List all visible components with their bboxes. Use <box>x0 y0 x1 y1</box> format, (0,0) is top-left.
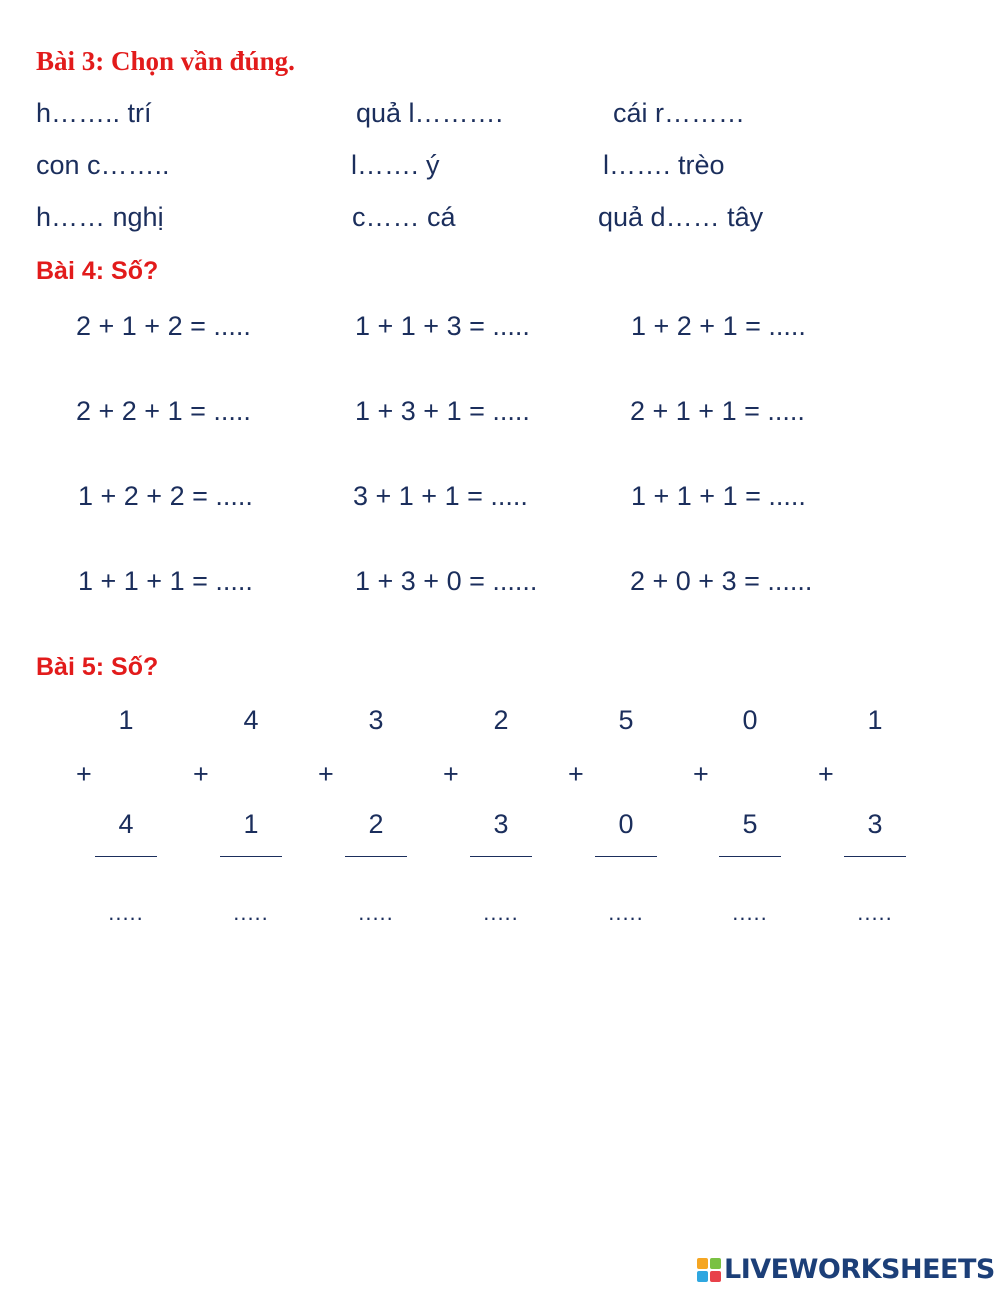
liveworksheets-logo <box>697 1254 995 1285</box>
bai4-equation: 3 + 1 + 1 = ..... <box>353 481 528 511</box>
sum-line <box>345 856 407 857</box>
addend-top: 5 <box>618 705 634 735</box>
sum-line <box>95 856 157 857</box>
sum-line <box>719 856 781 857</box>
logo-square <box>697 1271 708 1282</box>
bai4-equation: 2 + 2 + 1 = ..... <box>76 396 251 426</box>
bai3-item: cái r……… <box>613 98 746 128</box>
bai3-item: quả l………. <box>356 98 504 128</box>
bai5-title: Bài 5: Số? <box>36 653 159 681</box>
addend-bottom: 4 <box>118 809 134 839</box>
addend-bottom: 3 <box>867 809 883 839</box>
sum-line <box>595 856 657 857</box>
bai4-equation: 1 + 3 + 1 = ..... <box>355 396 530 426</box>
bai4-equation: 2 + 0 + 3 = ...... <box>630 566 813 596</box>
logo-square <box>697 1258 708 1269</box>
logo-squares-icon <box>697 1258 721 1282</box>
logo-square <box>710 1258 721 1269</box>
sum-line <box>844 856 906 857</box>
sum-line <box>470 856 532 857</box>
addend-top: 1 <box>118 705 134 735</box>
answer-blank: ..... <box>233 900 269 925</box>
addend-top: 0 <box>742 705 758 735</box>
plus-sign: + <box>568 759 584 789</box>
bai4-equation: 1 + 1 + 1 = ..... <box>78 566 253 596</box>
logo-square <box>710 1271 721 1282</box>
addend-bottom: 1 <box>243 809 259 839</box>
addend-top: 2 <box>493 705 509 735</box>
answer-blank: ..... <box>732 900 768 925</box>
plus-sign: + <box>193 759 209 789</box>
plus-sign: + <box>693 759 709 789</box>
bai4-equation: 1 + 1 + 3 = ..... <box>355 311 530 341</box>
bai4-title: Bài 4: Số? <box>36 257 159 285</box>
plus-sign: + <box>818 759 834 789</box>
bai4-equation: 2 + 1 + 1 = ..... <box>630 396 805 426</box>
bai3-item: l……. ý <box>351 150 440 180</box>
bai4-equation: 1 + 2 + 1 = ..... <box>631 311 806 341</box>
plus-sign: + <box>318 759 334 789</box>
bai3-title: Bài 3: Chọn vần đúng. <box>36 46 295 76</box>
bai3-item: c…… cá <box>352 202 456 232</box>
plus-sign: + <box>443 759 459 789</box>
addend-bottom: 5 <box>742 809 758 839</box>
addend-bottom: 3 <box>493 809 509 839</box>
bai4-equation: 1 + 1 + 1 = ..... <box>631 481 806 511</box>
answer-blank: ..... <box>358 900 394 925</box>
bai3-item: h…… nghị <box>36 202 164 232</box>
answer-blank: ..... <box>108 900 144 925</box>
logo-text: LIVEWORKSHEETS <box>724 1254 995 1285</box>
bai3-item: quả d…… tây <box>598 202 764 232</box>
addend-bottom: 2 <box>368 809 384 839</box>
bai3-item: h…….. trí <box>36 98 152 128</box>
bai4-equation: 1 + 2 + 2 = ..... <box>78 481 253 511</box>
answer-blank: ..... <box>608 900 644 925</box>
bai4-equation: 1 + 3 + 0 = ...... <box>355 566 538 596</box>
bai3-item: l……. trèo <box>603 150 725 180</box>
addend-top: 4 <box>243 705 259 735</box>
bai4-equation: 2 + 1 + 2 = ..... <box>76 311 251 341</box>
answer-blank: ..... <box>483 900 519 925</box>
addend-bottom: 0 <box>618 809 634 839</box>
addend-top: 3 <box>368 705 384 735</box>
plus-sign: + <box>76 759 92 789</box>
answer-blank: ..... <box>857 900 893 925</box>
sum-line <box>220 856 282 857</box>
bai3-item: con c…….. <box>36 150 170 180</box>
addend-top: 1 <box>867 705 883 735</box>
